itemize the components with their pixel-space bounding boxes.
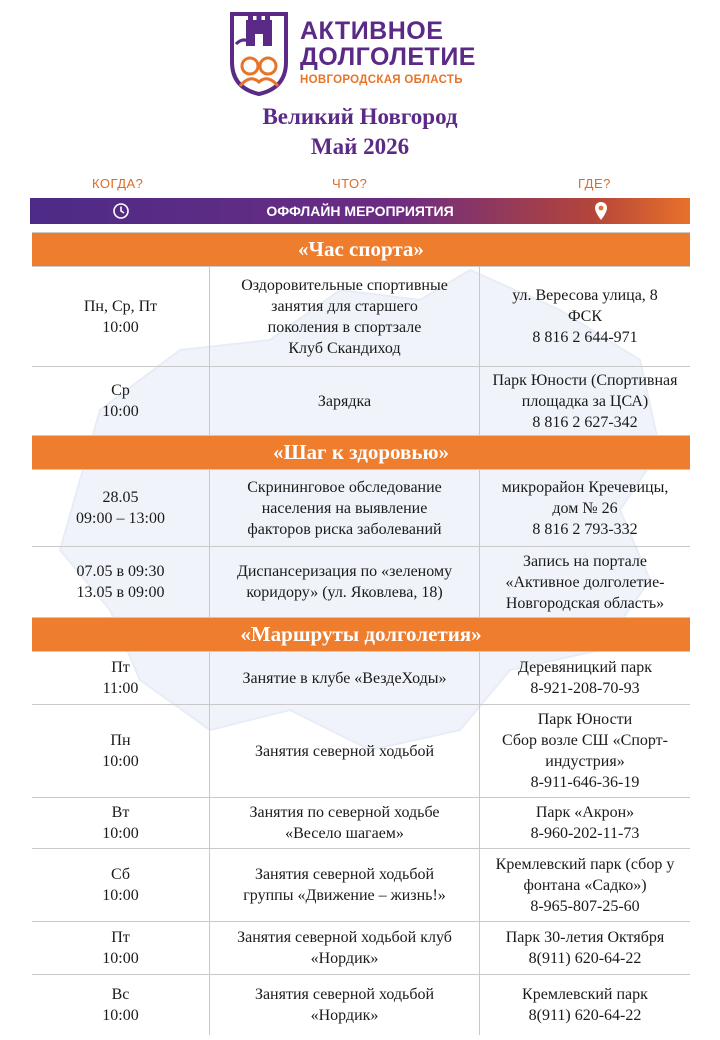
events-table	[32, 232, 690, 1035]
cell-what: Диспансеризация по «зеленому коридору» (ул. Яковлева, 18)	[210, 547, 480, 617]
cell-when: 28.05 09:00 – 13:00	[32, 470, 210, 546]
cell-where: Парк 30-летия Октября 8(911) 620-64-22	[505, 929, 665, 967]
table-row	[32, 469, 690, 546]
table-row	[32, 704, 690, 797]
cell-where: Парк «Акрон» 8-960-202-11-73	[530, 804, 640, 842]
cell-where: Кремлевский парк 8(911) 620-64-22	[522, 986, 648, 1024]
table-row	[32, 366, 690, 435]
cell-when: Пт 11:00	[32, 652, 210, 704]
cell-what: Занятия северной ходьбой клуб «Нордик»	[210, 922, 480, 974]
cell-what: Занятия северной ходьбой	[210, 705, 480, 797]
logo-emblem-icon	[228, 10, 290, 96]
logo-title-line2: ДОЛГОЛЕТИЕ	[300, 43, 476, 71]
cell-where: Парк Юности Сбор возле СШ «Спорт- индустрия» 8-911-646-36-19	[501, 711, 668, 791]
offline-events-band	[30, 198, 690, 224]
cell-where: Запись на портале «Активное долголетие- Новгородская область»	[505, 552, 665, 612]
cell-when: Сб 10:00	[32, 849, 210, 921]
section-header-step-to-health: «Шаг к здоровью»	[32, 435, 690, 469]
column-header-what: ЧТО?	[332, 176, 368, 191]
column-headers	[30, 176, 690, 196]
cell-what: Зарядка	[210, 367, 480, 435]
column-header-where: ГДЕ?	[578, 176, 611, 191]
logo-subtitle: НОВГОРОДСКАЯ ОБЛАСТЬ	[300, 74, 463, 86]
logo-title-line1: АКТИВНОЕ	[300, 17, 444, 45]
cell-when: Пн, Ср, Пт 10:00	[32, 267, 210, 366]
cell-where: Парк Юности (Спортивная площадка за ЦСА) 8 816 2 627-342	[492, 371, 678, 431]
column-header-when: КОГДА?	[92, 176, 144, 191]
cell-what: Занятия северной ходьбой «Нордик»	[210, 975, 480, 1035]
page-title-month: Май 2026	[310, 134, 410, 159]
cell-what: Скрининговое обследование населения на выявление факторов риска заболеваний	[210, 470, 480, 546]
cell-when: 07.05 в 09:30 13.05 в 09:00	[32, 547, 210, 617]
band-title: ОФФЛАЙН МЕРОПРИЯТИЯ	[266, 203, 454, 219]
cell-what: Занятия по северной ходьбе «Весело шагаем»	[210, 798, 480, 848]
cell-when: Вт 10:00	[32, 798, 210, 848]
cell-where: Деревяницкий парк 8-921-208-70-93	[517, 659, 653, 697]
table-row	[32, 546, 690, 617]
cell-what: Занятия северной ходьбой группы «Движение – жизнь!»	[210, 849, 480, 921]
cell-where: ул. Вересова улица, 8 ФСК 8 816 2 644-971	[512, 287, 658, 346]
location-pin-icon	[594, 201, 608, 221]
table-row	[32, 921, 690, 974]
cell-when: Пн 10:00	[32, 705, 210, 797]
table-row	[32, 266, 690, 366]
cell-when: Вс 10:00	[32, 975, 210, 1035]
cell-when: Пт 10:00	[32, 922, 210, 974]
cell-where: Кремлевский парк (сбор у фонтана «Садко») 8-965-807-25-60	[495, 855, 675, 915]
section-header-sport-hour: «Час спорта»	[32, 232, 690, 266]
logo	[228, 8, 508, 98]
table-row	[32, 797, 690, 848]
cell-when: Ср 10:00	[32, 367, 210, 435]
table-row	[32, 848, 690, 921]
page-title-city: Великий Новгород	[262, 104, 458, 129]
cell-what: Оздоровительные спортивные занятия для старшего поколения в спортзале Клуб Скандиход	[210, 267, 480, 366]
table-row	[32, 974, 690, 1035]
cell-where: микрорайон Кречевицы, дом № 26 8 816 2 793-332	[501, 478, 669, 538]
table-row	[32, 651, 690, 704]
cell-what: Занятие в клубе «ВездеХоды»	[210, 652, 480, 704]
section-header-longevity-routes: «Маршруты долголетия»	[32, 617, 690, 651]
